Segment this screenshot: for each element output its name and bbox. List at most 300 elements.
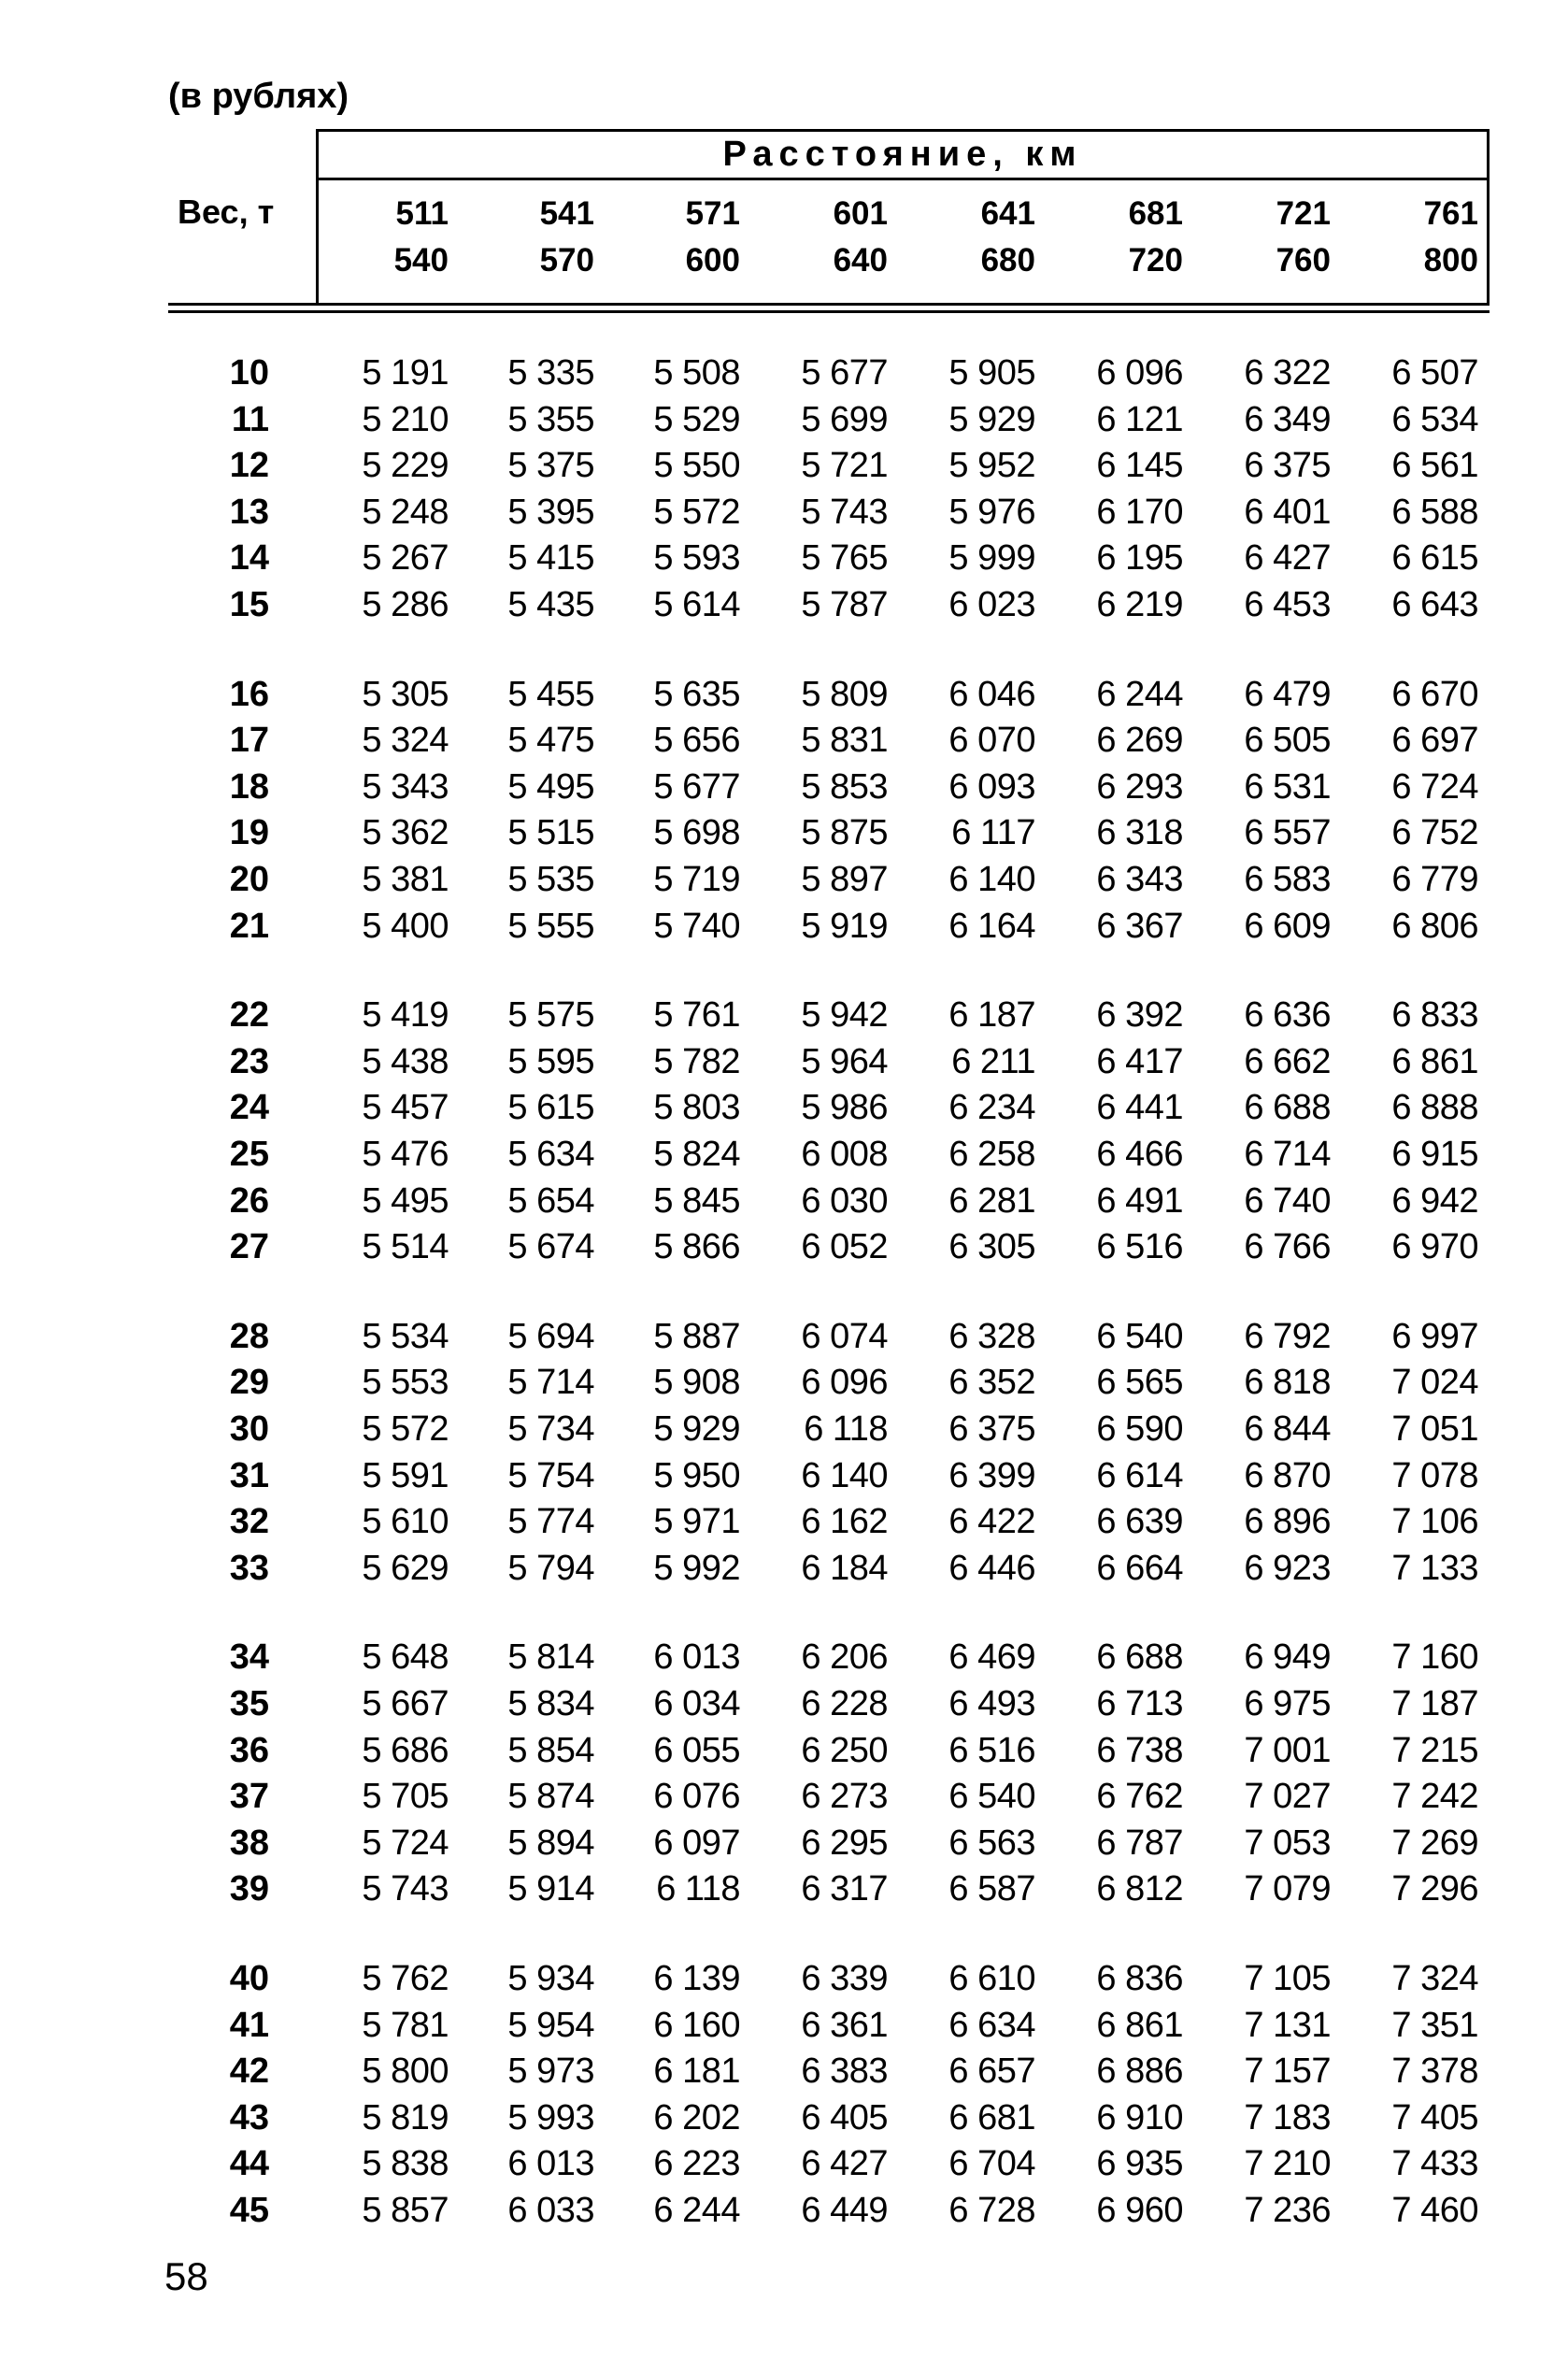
price-cell: 5 908	[653, 1363, 740, 1403]
price-cell: 7 351	[1391, 2005, 1478, 2045]
table-row	[0, 1452, 1568, 1499]
price-cell: 5 572	[653, 492, 740, 532]
price-cell: 7 378	[1391, 2051, 1478, 2092]
price-cell: 6 664	[1096, 1548, 1183, 1588]
table-row	[0, 2140, 1568, 2187]
distance-range	[609, 191, 740, 284]
price-cell: 6 160	[653, 2005, 740, 2045]
price-cell: 5 853	[801, 766, 888, 807]
price-cell: 6 361	[801, 2005, 888, 2045]
price-cell: 5 614	[653, 585, 740, 624]
price-cell: 5 699	[801, 399, 888, 439]
price-cell: 7 187	[1391, 1684, 1478, 1723]
price-cell: 6 118	[804, 1409, 888, 1449]
price-cell: 6 688	[1244, 1088, 1331, 1128]
price-cell: 5 375	[507, 446, 594, 486]
price-cell: 6 516	[948, 1730, 1035, 1770]
price-cell: 5 593	[653, 538, 740, 579]
price-cell: 6 405	[801, 2097, 888, 2137]
price-cell: 5 803	[653, 1088, 740, 1128]
range-from: 601	[833, 195, 888, 232]
price-cell: 5 831	[801, 721, 888, 761]
weight-cell: 35	[229, 1684, 269, 1723]
weight-cell: 20	[229, 860, 269, 899]
price-cell: 6 479	[1244, 674, 1331, 714]
price-cell: 6 534	[1391, 399, 1478, 439]
price-cell: 5 575	[507, 995, 594, 1036]
price-cell: 6 960	[1096, 2191, 1183, 2230]
table-row	[0, 1313, 1568, 1360]
price-cell: 5 743	[362, 1869, 449, 1909]
price-cell: 6 714	[1244, 1135, 1331, 1174]
table-row	[0, 764, 1568, 810]
price-cell: 6 587	[948, 1869, 1035, 1909]
weight-cell: 24	[229, 1088, 269, 1128]
weight-cell: 31	[229, 1455, 269, 1495]
price-cell: 6 305	[948, 1227, 1035, 1267]
price-cell: 5 976	[948, 492, 1035, 532]
price-cell: 5 950	[653, 1455, 740, 1495]
range-to: 680	[980, 242, 1035, 279]
price-cell: 6 634	[948, 2005, 1035, 2045]
price-cell: 6 949	[1244, 1637, 1331, 1678]
price-cell: 6 610	[948, 1959, 1035, 1998]
price-cell: 5 705	[362, 1777, 449, 1817]
price-cell: 5 809	[801, 674, 888, 714]
table-row	[0, 1038, 1568, 1085]
weight-cell: 44	[229, 2144, 269, 2184]
price-cell: 6 008	[801, 1135, 888, 1174]
weight-cell: 10	[229, 353, 269, 393]
table-row	[0, 2002, 1568, 2049]
price-cell: 6 833	[1391, 995, 1478, 1036]
price-cell: 6 096	[1096, 353, 1183, 393]
price-cell: 5 674	[507, 1227, 594, 1267]
price-cell: 5 914	[507, 1869, 594, 1909]
price-cell: 6 055	[653, 1730, 740, 1770]
weight-cell: 33	[229, 1548, 269, 1588]
price-cell: 7 269	[1391, 1823, 1478, 1863]
price-cell: 6 273	[801, 1777, 888, 1817]
weight-cell: 32	[229, 1502, 269, 1542]
price-cell: 5 248	[362, 492, 449, 532]
price-cell: 6 752	[1391, 813, 1478, 853]
price-cell: 5 305	[362, 674, 449, 714]
price-cell: 6 013	[507, 2144, 594, 2184]
weight-cell: 45	[229, 2191, 269, 2230]
price-cell: 5 229	[362, 446, 449, 486]
table-row	[0, 1131, 1568, 1178]
price-cell: 5 555	[507, 906, 594, 946]
price-cell: 5 905	[948, 353, 1035, 393]
distance-range	[318, 191, 449, 284]
price-cell: 5 286	[362, 585, 449, 624]
price-cell: 5 971	[653, 1502, 740, 1542]
price-cell: 6 367	[1096, 906, 1183, 946]
price-cell: 5 838	[362, 2144, 449, 2184]
price-cell: 7 160	[1391, 1637, 1478, 1678]
table-row	[0, 1955, 1568, 2002]
price-cell: 6 349	[1244, 399, 1331, 439]
weight-cell: 25	[229, 1135, 269, 1174]
price-cell: 6 861	[1096, 2005, 1183, 2045]
header-rule-top	[168, 303, 1490, 306]
price-cell: 5 615	[507, 1088, 594, 1128]
weight-cell: 34	[229, 1637, 269, 1678]
price-cell: 7 215	[1391, 1730, 1478, 1770]
range-from: 721	[1276, 195, 1331, 232]
price-cell: 6 352	[948, 1363, 1035, 1403]
price-cell: 5 419	[362, 995, 449, 1036]
price-cell: 6 013	[653, 1637, 740, 1678]
price-cell: 5 875	[801, 813, 888, 853]
weight-cell: 36	[229, 1730, 269, 1770]
price-cell: 5 986	[801, 1088, 888, 1128]
price-cell: 6 293	[1096, 766, 1183, 807]
table-row	[0, 2187, 1568, 2234]
weight-cell: 22	[229, 995, 269, 1036]
price-cell: 6 392	[1096, 995, 1183, 1036]
price-cell: 7 460	[1391, 2191, 1478, 2230]
price-cell: 6 466	[1096, 1135, 1183, 1174]
table-row	[0, 809, 1568, 856]
price-cell: 6 074	[801, 1316, 888, 1356]
price-cell: 6 565	[1096, 1363, 1183, 1403]
price-cell: 5 529	[653, 399, 740, 439]
table-row	[0, 1866, 1568, 1912]
table-row	[0, 1545, 1568, 1592]
price-cell: 5 656	[653, 721, 740, 761]
price-cell: 6 935	[1096, 2144, 1183, 2184]
range-from: 511	[395, 195, 449, 232]
range-to: 760	[1276, 242, 1331, 279]
price-cell: 6 590	[1096, 1409, 1183, 1449]
price-cell: 5 635	[653, 674, 740, 714]
price-cell: 6 093	[948, 766, 1035, 807]
price-cell: 6 206	[801, 1637, 888, 1678]
table-row	[0, 856, 1568, 903]
price-cell: 7 078	[1391, 1455, 1478, 1495]
price-cell: 6 491	[1096, 1180, 1183, 1221]
price-cell: 6 886	[1096, 2051, 1183, 2092]
price-cell: 5 355	[507, 399, 594, 439]
price-cell: 6 531	[1244, 766, 1331, 807]
price-cell: 6 738	[1096, 1730, 1183, 1770]
table-row	[0, 992, 1568, 1038]
price-cell: 7 324	[1391, 1959, 1478, 1998]
price-cell: 7 405	[1391, 2097, 1478, 2137]
price-cell: 7 105	[1244, 1959, 1331, 1998]
weight-cell: 38	[229, 1823, 269, 1863]
price-cell: 5 794	[507, 1548, 594, 1588]
price-cell: 5 952	[948, 446, 1035, 486]
price-cell: 7 079	[1244, 1869, 1331, 1909]
price-cell: 6 427	[801, 2144, 888, 2184]
table-row	[0, 1223, 1568, 1270]
price-cell: 6 052	[801, 1227, 888, 1267]
price-cell: 6 975	[1244, 1684, 1331, 1723]
price-cell: 5 514	[362, 1227, 449, 1267]
price-cell: 6 688	[1096, 1637, 1183, 1678]
distance-range	[1347, 191, 1478, 284]
price-cell: 5 438	[362, 1041, 449, 1081]
range-to: 600	[685, 242, 740, 279]
price-cell: 5 854	[507, 1730, 594, 1770]
weight-cell: 43	[229, 2097, 269, 2137]
price-cell: 6 704	[948, 2144, 1035, 2184]
price-cell: 5 515	[507, 813, 594, 853]
weight-cell: 29	[229, 1363, 269, 1403]
price-cell: 6 942	[1391, 1180, 1478, 1221]
range-to: 640	[833, 242, 888, 279]
weight-cell: 21	[229, 906, 269, 946]
price-cell: 5 415	[507, 538, 594, 579]
price-cell: 6 096	[801, 1363, 888, 1403]
weight-column-header: Вес, т	[178, 193, 275, 231]
price-cell: 6 540	[1096, 1316, 1183, 1356]
price-cell: 5 866	[653, 1227, 740, 1267]
price-cell: 7 053	[1244, 1823, 1331, 1863]
price-cell: 5 455	[507, 674, 594, 714]
price-cell: 5 993	[507, 2097, 594, 2137]
table-row	[0, 396, 1568, 443]
price-cell: 5 381	[362, 860, 449, 899]
distance-range	[1052, 191, 1183, 284]
table-row	[0, 1178, 1568, 1224]
price-cell: 5 942	[801, 995, 888, 1036]
price-cell: 5 553	[362, 1363, 449, 1403]
price-cell: 7 001	[1244, 1730, 1331, 1770]
price-cell: 6 636	[1244, 995, 1331, 1036]
price-cell: 7 133	[1391, 1548, 1478, 1588]
price-cell: 6 861	[1391, 1041, 1478, 1081]
price-cell: 6 910	[1096, 2097, 1183, 2137]
price-cell: 6 657	[948, 2051, 1035, 2092]
price-cell: 6 244	[1096, 674, 1183, 714]
price-cell: 6 441	[1096, 1088, 1183, 1128]
distance-range	[1200, 191, 1331, 284]
table-row	[0, 2094, 1568, 2141]
price-cell: 5 654	[507, 1180, 594, 1221]
price-cell: 5 999	[948, 538, 1035, 579]
price-cell: 5 964	[801, 1041, 888, 1081]
price-cell: 6 339	[801, 1959, 888, 1998]
unit-note: (в рублях)	[168, 77, 349, 116]
price-cell: 6 170	[1096, 492, 1183, 532]
table-row	[0, 903, 1568, 950]
table-row	[0, 1406, 1568, 1452]
price-cell: 6 643	[1391, 585, 1478, 624]
price-cell: 5 743	[801, 492, 888, 532]
price-cell: 6 561	[1391, 446, 1478, 486]
price-cell: 5 591	[362, 1455, 449, 1495]
price-cell: 6 915	[1391, 1135, 1478, 1174]
price-cell: 7 157	[1244, 2051, 1331, 2092]
price-cell: 5 719	[653, 860, 740, 899]
price-cell: 6 762	[1096, 1777, 1183, 1817]
price-cell: 6 328	[948, 1316, 1035, 1356]
price-cell: 5 648	[362, 1637, 449, 1678]
price-cell: 5 740	[653, 906, 740, 946]
price-cell: 5 874	[507, 1777, 594, 1817]
price-cell: 6 030	[801, 1180, 888, 1221]
price-cell: 5 834	[507, 1684, 594, 1723]
price-cell: 6 139	[653, 1959, 740, 1998]
weight-cell: 42	[229, 2051, 269, 2092]
price-cell: 6 806	[1391, 906, 1478, 946]
price-cell: 7 024	[1391, 1363, 1478, 1403]
price-cell: 6 162	[801, 1502, 888, 1542]
weight-cell: 18	[229, 766, 269, 807]
price-cell: 6 258	[948, 1135, 1035, 1174]
price-cell: 6 923	[1244, 1548, 1331, 1588]
distance-range	[757, 191, 888, 284]
price-cell: 5 714	[507, 1363, 594, 1403]
price-cell: 5 819	[362, 2097, 449, 2137]
price-cell: 5 335	[507, 353, 594, 393]
distance-range	[905, 191, 1035, 284]
distance-range	[463, 191, 594, 284]
price-cell: 6 117	[951, 813, 1035, 853]
price-cell: 5 973	[507, 2051, 594, 2092]
price-cell: 6 076	[653, 1777, 740, 1817]
price-cell: 7 242	[1391, 1777, 1478, 1817]
price-cell: 5 191	[362, 353, 449, 393]
table-row	[0, 1820, 1568, 1866]
price-cell: 6 615	[1391, 538, 1478, 579]
price-cell: 7 131	[1244, 2005, 1331, 2045]
table-row	[0, 350, 1568, 396]
price-cell: 6 639	[1096, 1502, 1183, 1542]
table-row	[0, 1773, 1568, 1820]
price-cell: 6 896	[1244, 1502, 1331, 1542]
price-cell: 5 814	[507, 1637, 594, 1678]
price-cell: 6 779	[1391, 860, 1478, 899]
price-cell: 5 595	[507, 1041, 594, 1081]
price-cell: 6 588	[1391, 492, 1478, 532]
price-cell: 6 507	[1391, 353, 1478, 393]
table-row	[0, 1084, 1568, 1131]
price-cell: 6 140	[801, 1455, 888, 1495]
price-cell: 6 317	[801, 1869, 888, 1909]
price-cell: 5 400	[362, 906, 449, 946]
price-cell: 5 919	[801, 906, 888, 946]
price-cell: 5 721	[801, 446, 888, 486]
price-cell: 6 195	[1096, 538, 1183, 579]
price-cell: 5 667	[362, 1684, 449, 1723]
price-cell: 6 818	[1244, 1363, 1331, 1403]
weight-cell: 26	[229, 1180, 269, 1221]
table-row	[0, 1727, 1568, 1774]
price-cell: 5 495	[362, 1180, 449, 1221]
weight-cell: 19	[229, 813, 269, 853]
price-cell: 5 694	[507, 1316, 594, 1356]
price-cell: 5 762	[362, 1959, 449, 1998]
weight-cell: 15	[229, 585, 269, 624]
table-row	[0, 1634, 1568, 1680]
price-cell: 6 970	[1391, 1227, 1478, 1267]
weight-cell: 13	[229, 492, 269, 532]
table-row	[0, 442, 1568, 489]
price-cell: 6 322	[1244, 353, 1331, 393]
price-cell: 6 997	[1391, 1316, 1478, 1356]
price-cell: 6 295	[801, 1823, 888, 1863]
price-cell: 6 417	[1096, 1041, 1183, 1081]
table-row	[0, 717, 1568, 764]
price-cell: 6 422	[948, 1502, 1035, 1542]
price-cell: 6 033	[507, 2191, 594, 2230]
price-cell: 6 446	[948, 1548, 1035, 1588]
price-cell: 6 187	[948, 995, 1035, 1036]
price-cell: 5 629	[362, 1548, 449, 1588]
price-cell: 6 697	[1391, 721, 1478, 761]
price-cell: 5 754	[507, 1455, 594, 1495]
price-cell: 5 724	[362, 1823, 449, 1863]
price-cell: 5 934	[507, 1959, 594, 1998]
price-cell: 5 857	[362, 2191, 449, 2230]
price-cell: 6 181	[653, 2051, 740, 2092]
price-cell: 6 787	[1096, 1823, 1183, 1863]
price-cell: 7 236	[1244, 2191, 1331, 2230]
price-cell: 6 453	[1244, 585, 1331, 624]
price-cell: 5 362	[362, 813, 449, 853]
price-cell: 5 929	[948, 399, 1035, 439]
price-cell: 5 929	[653, 1409, 740, 1449]
price-cell: 6 023	[948, 585, 1035, 624]
weight-cell: 11	[231, 399, 269, 439]
price-cell: 5 495	[507, 766, 594, 807]
price-cell: 6 234	[948, 1088, 1035, 1128]
price-cell: 6 244	[653, 2191, 740, 2230]
price-cell: 6 219	[1096, 585, 1183, 624]
price-cell: 5 435	[507, 585, 594, 624]
price-cell: 5 734	[507, 1409, 594, 1449]
price-cell: 6 401	[1244, 492, 1331, 532]
price-cell: 5 992	[653, 1548, 740, 1588]
price-cell: 6 766	[1244, 1227, 1331, 1267]
price-cell: 5 781	[362, 2005, 449, 2045]
weight-cell: 37	[229, 1777, 269, 1817]
price-cell: 5 572	[362, 1409, 449, 1449]
price-cell: 5 887	[653, 1316, 740, 1356]
price-cell: 6 557	[1244, 813, 1331, 853]
price-cell: 5 787	[801, 585, 888, 624]
price-cell: 5 954	[507, 2005, 594, 2045]
price-cell: 6 662	[1244, 1041, 1331, 1081]
price-cell: 5 845	[653, 1180, 740, 1221]
price-cell: 5 774	[507, 1502, 594, 1542]
price-cell: 6 145	[1096, 446, 1183, 486]
price-cell: 6 728	[948, 2191, 1035, 2230]
range-from: 761	[1423, 195, 1478, 232]
price-cell: 5 761	[653, 995, 740, 1036]
price-cell: 6 836	[1096, 1959, 1183, 1998]
distance-header: Расстояние, км	[722, 135, 1083, 174]
price-cell: 5 782	[653, 1041, 740, 1081]
price-cell: 6 375	[1244, 446, 1331, 486]
price-cell: 6 250	[801, 1730, 888, 1770]
price-cell: 5 610	[362, 1502, 449, 1542]
table-row	[0, 535, 1568, 581]
price-cell: 6 097	[653, 1823, 740, 1863]
price-cell: 5 508	[653, 353, 740, 393]
table-row	[0, 1680, 1568, 1727]
range-from: 571	[685, 195, 740, 232]
price-cell: 6 516	[1096, 1227, 1183, 1267]
weight-cell: 23	[229, 1041, 269, 1081]
price-cell: 5 476	[362, 1135, 449, 1174]
price-cell: 6 202	[653, 2097, 740, 2137]
